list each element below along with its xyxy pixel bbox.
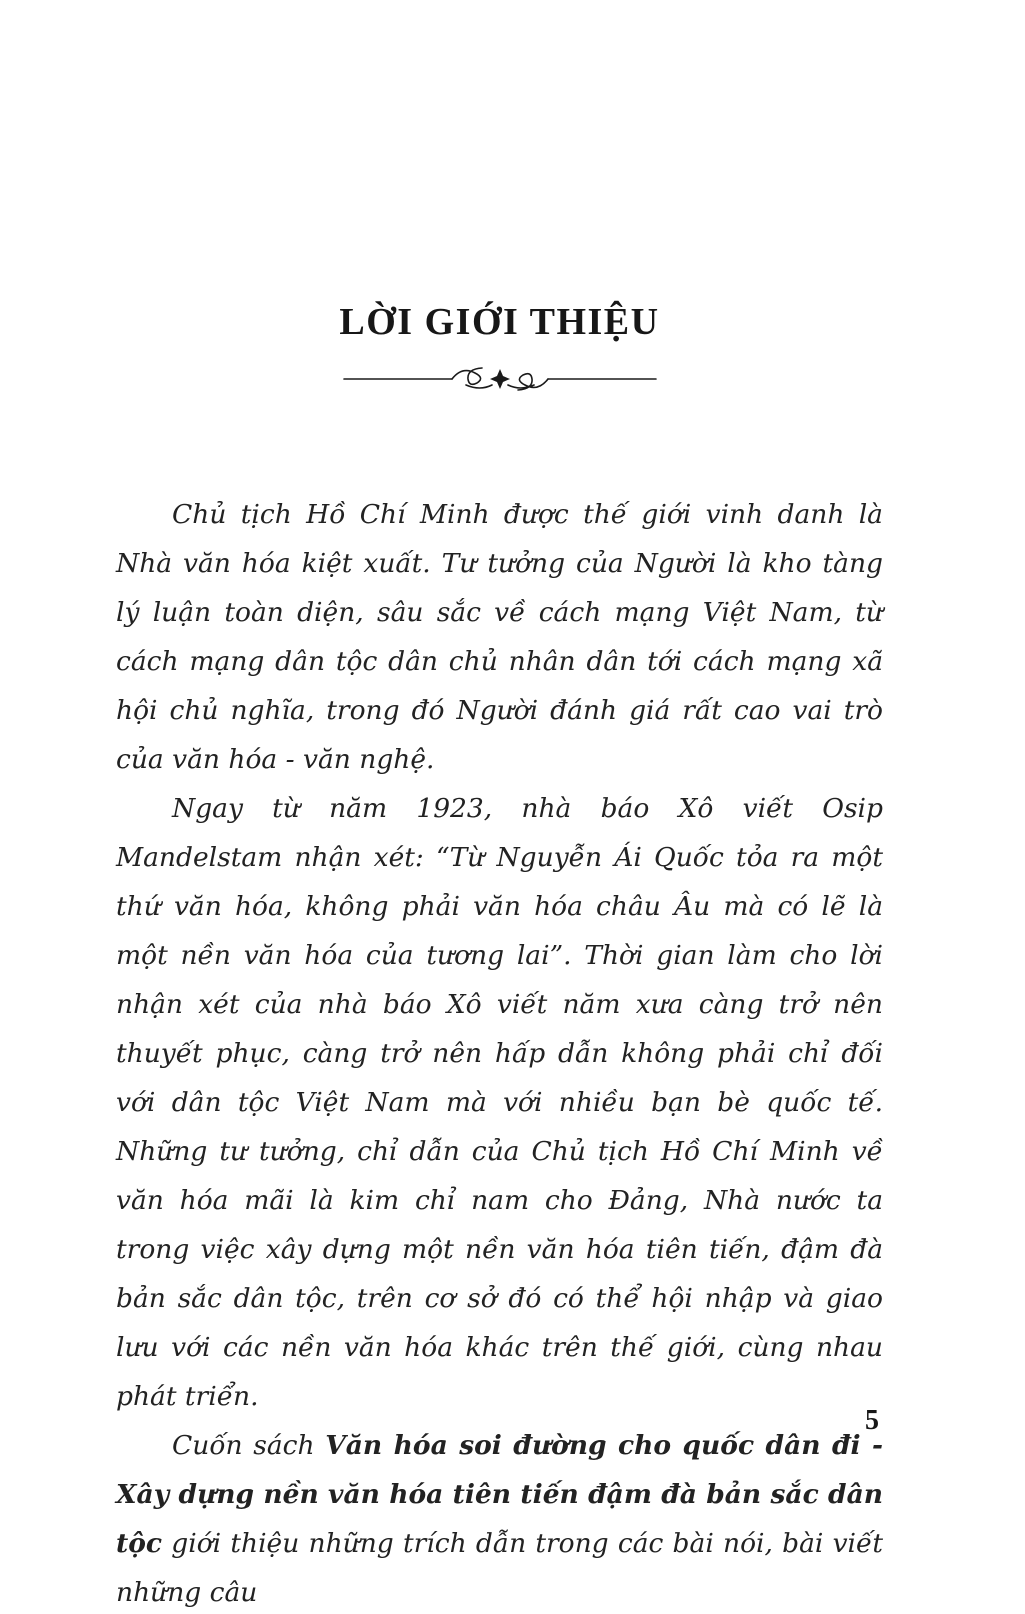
paragraph-3-suffix: giới thiệu những trích dẫn trong các bài nói, bài viết những câu bbox=[116, 1528, 883, 1608]
paragraph-2: Ngay từ năm 1923, nhà báo Xô viết Osip Mandelstam nhận xét: “Từ Nguyễn Ái Quốc tỏa ra một thứ văn hóa, không phải văn hóa châu Âu mà có lẽ là một nền văn hóa của tương lai”. Thời gian làm cho lời nhận xét của nhà báo Xô viết năm xưa càng trở nên thuyết phục, càng trở nên hấp dẫn không phải chỉ đối với dân tộc Việt Nam mà với nhiều bạn bè quốc tế. Những tư tưởng, chỉ dẫn của Chủ tịch Hồ Chí Minh về văn hóa mãi là kim chỉ nam cho Đảng, Nhà nước ta trong việc xây dựng một nền văn hóa tiên tiến, đậm đà bản sắc dân tộc, trên cơ sở đó có thể hội nhập và giao lưu với các nền văn hóa khác trên thế giới, cùng nhau phát triển. bbox=[116, 793, 883, 1412]
paragraph-3-prefix: Cuốn sách bbox=[172, 1430, 326, 1461]
book-title-inline: Văn hóa soi đường cho quốc dân đi - Xây dựng nền văn hóa tiên tiến đậm đà bản sắc dân tộc bbox=[116, 1430, 883, 1559]
page-number: 5 bbox=[865, 1405, 879, 1436]
page-content bbox=[116, 300, 883, 1614]
paragraph-3 bbox=[116, 1421, 883, 1614]
introduction-text bbox=[116, 490, 883, 1614]
page-title: LỜI GIỚI THIỆU bbox=[339, 301, 660, 343]
paragraph-1: Chủ tịch Hồ Chí Minh được thế giới vinh danh là Nhà văn hóa kiệt xuất. Tư tưởng của Người là kho tàng lý luận toàn diện, sâu sắc về cách mạng Việt Nam, từ cách mạng dân tộc dân chủ nhân dân tới cách mạng xã hội chủ nghĩa, trong đó Người đánh giá rất cao vai trò của văn hóa - văn nghệ. bbox=[116, 499, 883, 775]
flourish-divider-icon bbox=[340, 366, 660, 392]
